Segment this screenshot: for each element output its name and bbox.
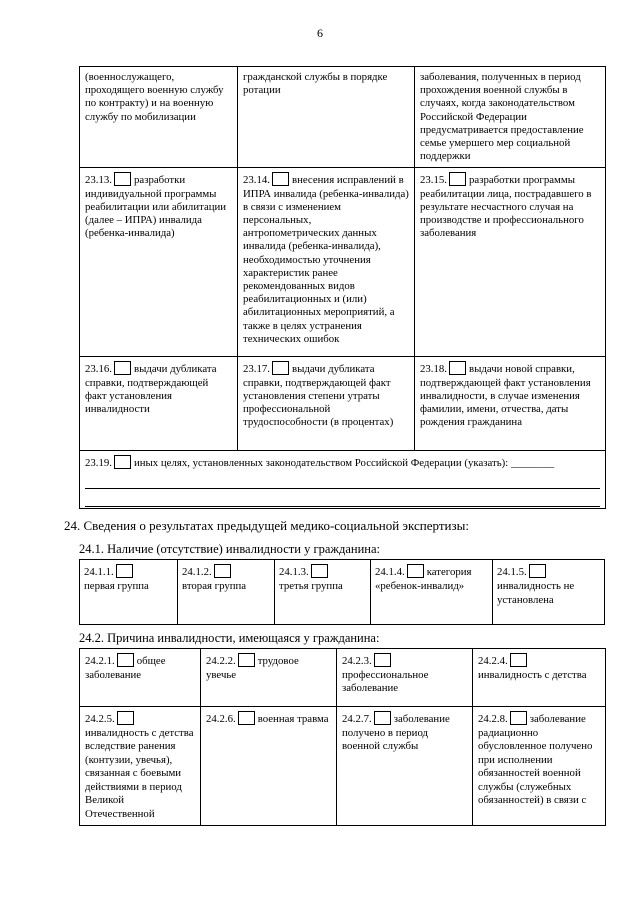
checkbox[interactable] <box>449 172 466 186</box>
option-number: 24.1.5. <box>497 566 527 578</box>
option-number: 24.2.5. <box>85 713 115 725</box>
option-text: выдачи дубликата справки, подтверждающей факт установления степени утраты профессиональной трудоспособности (в процентах) <box>243 363 394 429</box>
section-24-1-heading: 24.1. Наличие (отсутствие) инвалидности у гражданина: <box>79 542 381 556</box>
option-text: выдачи новой справки, подтверждающей факт установления инвалидности, в случае изменения фамилии, имени, отчества, даты рождения гражданина <box>420 363 591 429</box>
checkbox[interactable] <box>529 564 546 578</box>
option-text: инвалидность с детства <box>478 668 587 681</box>
purpose-table <box>79 66 606 509</box>
option-text: профессиональное заболевание <box>342 668 429 694</box>
checkbox[interactable] <box>214 564 231 578</box>
answer-line[interactable] <box>85 489 600 507</box>
checkbox[interactable] <box>114 361 131 375</box>
option-24-2-4 <box>473 649 606 707</box>
option-number: 24.2.2. <box>206 655 236 667</box>
option-number: 23.16. <box>85 363 112 376</box>
option-number: 23.14. <box>243 174 270 187</box>
option-text: трудовое увечье <box>206 655 299 681</box>
option-24-1-5 <box>493 560 605 625</box>
checkbox[interactable] <box>116 564 133 578</box>
option-text: внесения исправлений в ИПРА инвалида (ребенка-инвалида) в связи с изменением персональных, антропометрических данных инвалида (ребенка-инвалида), необходимостью уточнения характеристик ранее рекомендованных видов реабилитационных и (или) абилитационных мероприятий, а также в целях устранения технических ошибок <box>243 174 409 345</box>
checkbox[interactable] <box>238 711 255 725</box>
option-number: 23.17. <box>243 363 270 376</box>
checkbox[interactable] <box>272 361 289 375</box>
option-23-16 <box>80 357 238 451</box>
option-number: 24.1.1. <box>84 566 114 578</box>
option-24-2-8 <box>473 707 606 826</box>
option-number: 24.2.7. <box>342 713 372 725</box>
option-text: военная травма <box>257 713 329 725</box>
option-number: 24.2.6. <box>206 713 236 725</box>
option-number: 23.15. <box>420 174 447 187</box>
checkbox[interactable] <box>311 564 328 578</box>
checkbox[interactable] <box>374 711 391 725</box>
option-text: разработки индивидуальной программы реабилитации или абилитации (далее – ИПРА) инвалида (ребенка-инвалида) <box>85 174 227 240</box>
option-23-19 <box>80 451 606 509</box>
cell-continued-2: гражданской службы в порядке ротации <box>238 67 415 168</box>
option-23-13 <box>80 168 238 357</box>
section-24-2-heading: 24.2. Причина инвалидности, имеющаяся у гражданина: <box>79 631 380 645</box>
option-23-15 <box>415 168 606 357</box>
option-23-18 <box>415 357 606 451</box>
checkbox[interactable] <box>510 653 527 667</box>
checkbox[interactable] <box>510 711 527 725</box>
cell-continued-1: (военнослужащего, проходящего военную службу по контракту) и на военную службу по мобилизации <box>80 67 238 168</box>
option-24-2-7 <box>337 707 473 826</box>
checkbox[interactable] <box>114 172 131 186</box>
option-number: 24.1.4. <box>375 566 405 578</box>
checkbox[interactable] <box>117 711 134 725</box>
option-23-17 <box>238 357 415 451</box>
option-24-1-1 <box>80 560 178 625</box>
option-24-2-1 <box>80 649 201 707</box>
checkbox[interactable] <box>117 653 134 667</box>
checkbox[interactable] <box>374 653 391 667</box>
option-24-2-2 <box>201 649 337 707</box>
option-number: 23.18. <box>420 363 447 376</box>
checkbox[interactable] <box>407 564 424 578</box>
option-text: инвалидность с детства вследствие ранения (контузии, увечья), связанная с боевыми действиями в период Великой Отечественной <box>85 726 194 820</box>
option-number: 24.2.3. <box>342 655 372 667</box>
option-text: первая группа <box>84 580 149 592</box>
option-number: 24.2.4. <box>478 655 508 667</box>
option-23-14 <box>238 168 415 357</box>
page-number: 6 <box>317 26 323 40</box>
option-number: 24.2.1. <box>85 655 115 667</box>
checkbox[interactable] <box>114 455 131 469</box>
option-24-2-5 <box>80 707 201 826</box>
option-number: 24.1.3. <box>279 566 309 578</box>
checkbox[interactable] <box>272 172 289 186</box>
option-text: категория «ребенок-инвалид» <box>375 566 472 592</box>
cell-continued-3: заболевания, полученных в период прохождения военной службы в случаях, когда законодательством Российской Федерации предусматривается предоставление семье умершего мер социальной поддержки <box>415 67 606 168</box>
option-text: заболевание радиационно обусловленное получено при исполнении обязанностей военной службы (служебных обязанностей) в связи с <box>478 713 593 806</box>
disability-status-table <box>79 559 605 625</box>
option-24-1-4 <box>371 560 493 625</box>
option-24-1-3 <box>275 560 371 625</box>
section-24-heading: 24. Сведения о результатах предыдущей медико-социальной экспертизы: <box>64 518 469 533</box>
option-text: выдачи дубликата справки, подтверждающей факт установления инвалидности <box>85 363 217 416</box>
option-text: заболевание получено в период военной службы <box>342 713 450 752</box>
checkbox[interactable] <box>238 653 255 667</box>
option-number: 23.13. <box>85 174 112 187</box>
option-text: вторая группа <box>182 580 247 592</box>
option-text: иных целях, установленных законодательством Российской Федерации (указать): ________ <box>134 457 555 470</box>
answer-line[interactable] <box>85 471 600 489</box>
option-text: инвалидность не установлена <box>497 580 575 606</box>
disability-cause-table <box>79 648 606 826</box>
option-text: общее заболевание <box>85 655 166 681</box>
option-24-2-3 <box>337 649 473 707</box>
option-24-1-2 <box>178 560 275 625</box>
option-text: третья группа <box>279 580 343 592</box>
option-number: 24.1.2. <box>182 566 212 578</box>
option-number: 24.2.8. <box>478 713 508 725</box>
option-24-2-6 <box>201 707 337 826</box>
checkbox[interactable] <box>449 361 466 375</box>
option-text: разработки программы реабилитации лица, пострадавшего в результате несчастного случая на производстве и профессионального заболевания <box>420 174 592 240</box>
option-number: 23.19. <box>85 457 112 470</box>
